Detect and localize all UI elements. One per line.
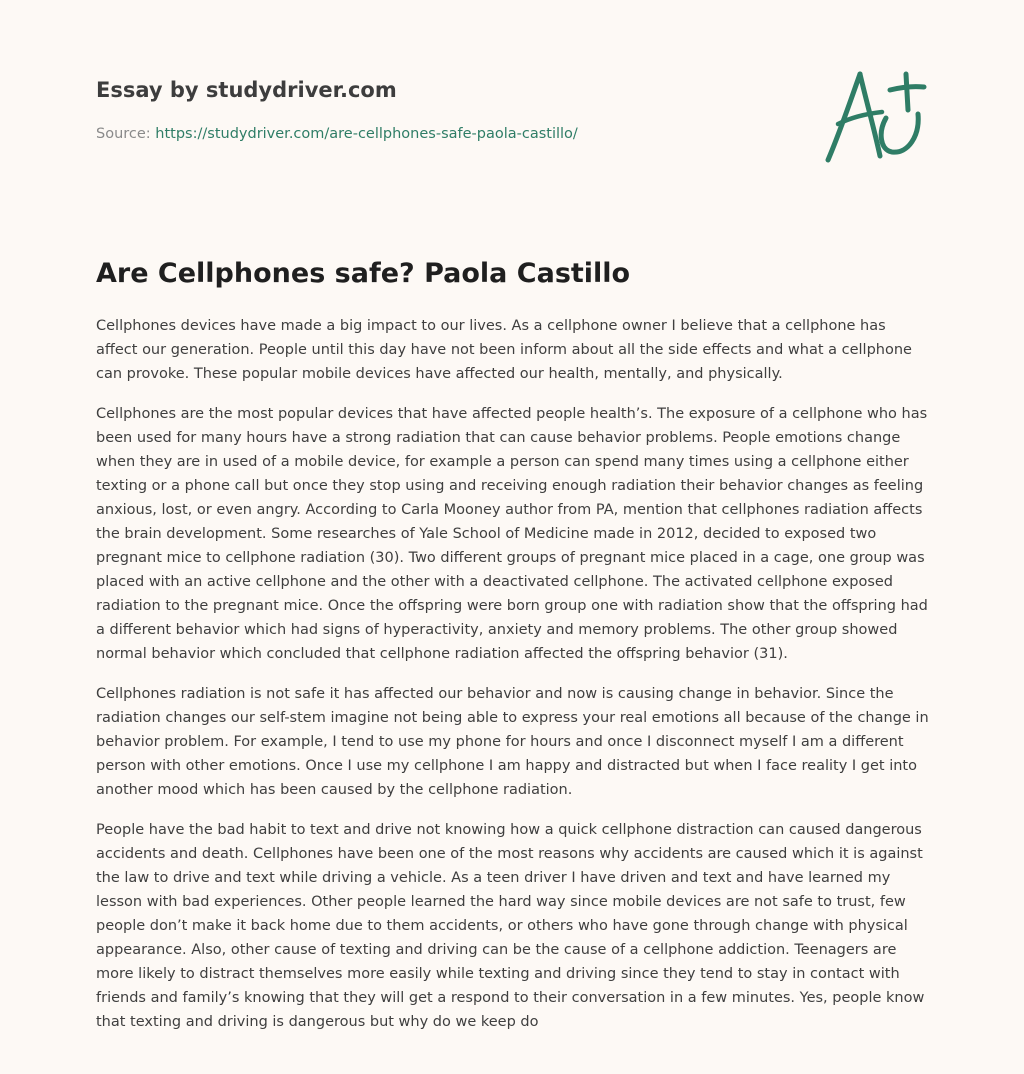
essay-paragraph: Cellphones are the most popular devices that have affected people health’s. The exposure of a cellphone who has been used for many hours have a strong radiation that can cause behavior problems. People emotions change when they are in used of a mobile device, for example a person can spend many times using a cellphone either texting or a phone call but once they stop using and receiving enough radiation their behavior changes as feeling anxious, lost, or even angry. According to Carla Mooney author from PA, mention that cellphones radiation affects the brain development. Some researches of Yale School of Medicine made in 2012, decided to exposed two pregnant mice to cellphone radiation (30). Two different groups of pregnant mice placed in a cage, one group was placed with an active cellphone and the other with a deactivated cellphone. The activated cellphone exposed radiation to the pregnant mice. Once the offspring were born group one with radiation show that the offspring had a different behavior which had signs of hyperactivity, anxiety and memory problems. The other group showed normal behavior which concluded that cellphone radiation affected the offspring behavior (31). bbox=[96, 406, 928, 662]
page-title: Are Cellphones safe? Paola Castillo bbox=[96, 258, 631, 289]
a-plus-grade-icon bbox=[816, 66, 934, 166]
source-label: Source: bbox=[96, 126, 151, 142]
essay-paragraph: Cellphones radiation is not safe it has affected our behavior and now is causing change in behavior. Since the radiation changes our self-stem imagine not being able to express your real emotions all because of the change in behavior problem. For example, I tend to use my phone for hours and once I disconnect myself I am a different person with other emotions. Once I use my cellphone I am happy and distracted but when I face reality I get into another mood which has been caused by the cellphone radiation. bbox=[96, 686, 929, 798]
source-line bbox=[96, 124, 796, 144]
essay-header bbox=[96, 76, 796, 144]
essay-paragraph: People have the bad habit to text and drive not knowing how a quick cellphone distraction can caused dangerous accidents and death. Cellphones have been one of the most reasons why accidents are caused which it is against the law to drive and text while driving a vehicle. As a teen driver I have driven and text and have learned my lesson with bad experiences. Other people learned the hard way since mobile devices are not safe to trust, few people don’t make it back home due to them accidents, or others who have gone through change with physical appearance. Also, other cause of texting and driving can be the cause of a cellphone addiction. Teenagers are more likely to distract themselves more easily while texting and driving since they tend to stay in contact with friends and family’s knowing that they will get a respond to their conversation in a few minutes. Yes, people know that texting and driving is dangerous but why do we keep do bbox=[96, 822, 925, 1030]
essay-body bbox=[96, 314, 930, 1050]
site-brand: Essay by studydriver.com bbox=[96, 78, 397, 102]
source-link[interactable]: https://studydriver.com/are-cellphones-safe-paola-castillo/ bbox=[155, 126, 578, 142]
essay-paragraph: Cellphones devices have made a big impact to our lives. As a cellphone owner I believe that a cellphone has affect our generation. People until this day have not been inform about all the side effects and what a cellphone can provoke. These popular mobile devices have affected our health, mentally, and physically. bbox=[96, 318, 912, 382]
